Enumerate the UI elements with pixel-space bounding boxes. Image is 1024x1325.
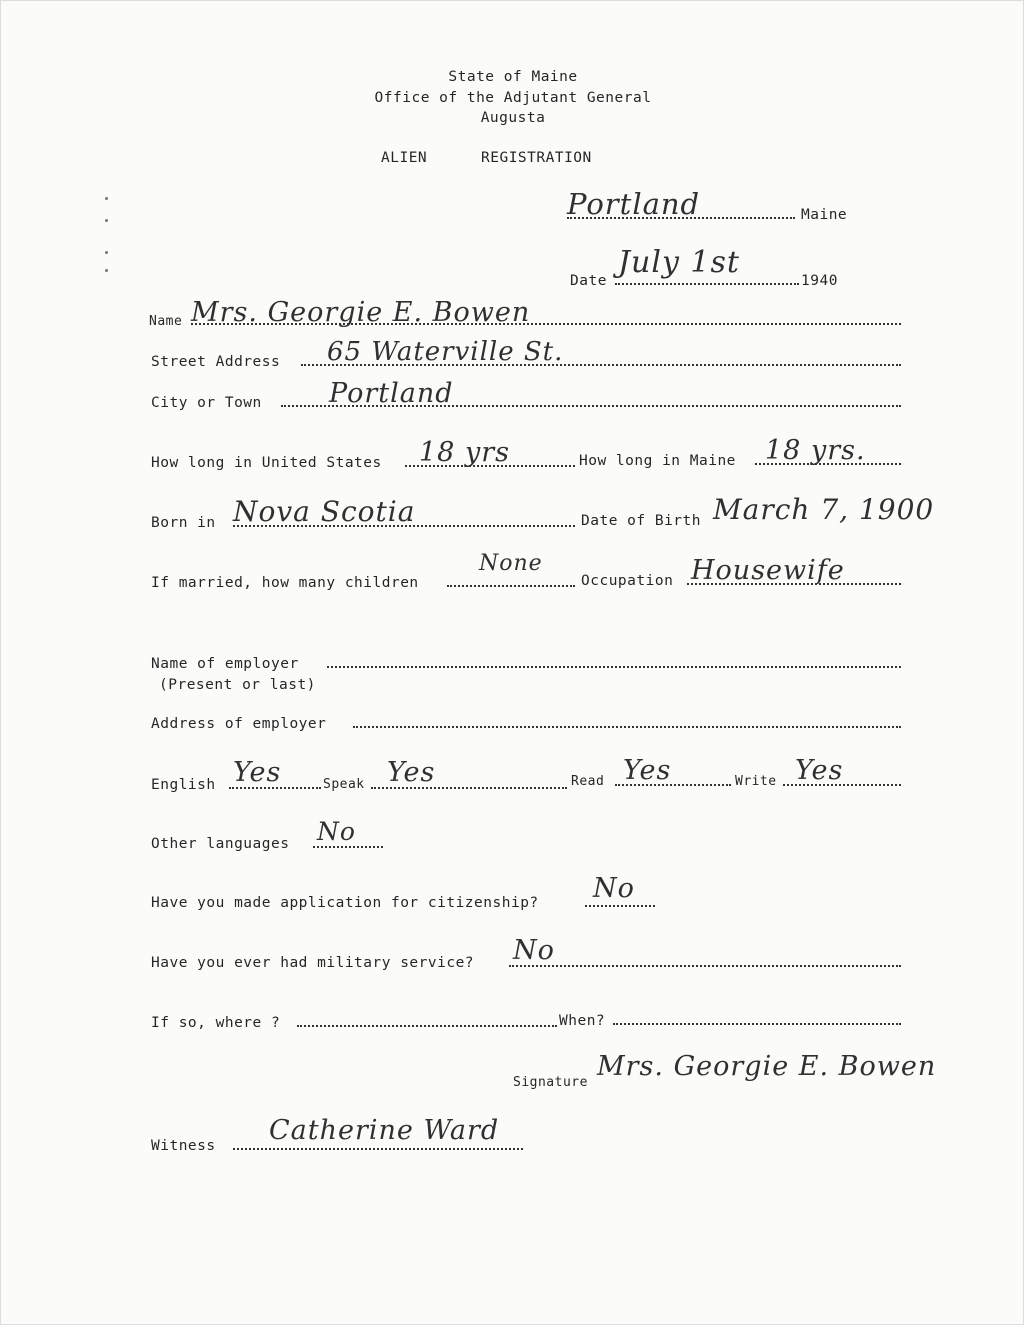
signature-value: Mrs. Georgie E. Bowen [597, 1051, 937, 1082]
city-value: Portland [329, 378, 454, 409]
city-label: City or Town [151, 395, 262, 411]
place-suffix: Maine [801, 207, 848, 223]
other-languages-dotted-line [313, 846, 383, 848]
maine-years-value: 18 yrs. [765, 435, 866, 466]
name-dotted-line [191, 323, 901, 325]
birth-date-value: March 7, 1900 [713, 493, 935, 526]
speak-value: Yes [387, 757, 436, 788]
street-value: 65 Waterville St. [327, 337, 564, 367]
citizenship-dotted-line [585, 905, 655, 907]
when-dotted-line [613, 1023, 901, 1025]
signature-label: Signature [513, 1075, 588, 1090]
place-dotted-line [567, 217, 795, 219]
us-years-label: How long in United States [151, 455, 382, 471]
date-value: July 1st [618, 245, 740, 280]
header-office: Office of the Adjutant General [374, 90, 652, 106]
military-value: No [513, 935, 555, 966]
birth-date-label: Date of Birth [581, 513, 701, 529]
witness-value: Catherine Ward [269, 1115, 500, 1146]
where-dotted-line [297, 1025, 557, 1027]
margin-speck [105, 269, 108, 272]
english-dotted-line [229, 787, 321, 789]
speak-label: Speak [323, 777, 365, 792]
when-label: When? [559, 1013, 606, 1029]
citizenship-value: No [593, 873, 635, 904]
citizenship-label: Have you made application for citizenship? [151, 895, 539, 911]
occupation-value: Housewife [691, 555, 845, 586]
street-label: Street Address [151, 354, 281, 370]
street-dotted-line [301, 364, 901, 366]
read-value: Yes [623, 755, 672, 786]
maine-years-label: How long in Maine [579, 453, 736, 469]
english-label: English [151, 777, 216, 793]
write-dotted-line [783, 784, 901, 786]
maine-years-dotted-line [755, 463, 901, 465]
write-label: Write [735, 774, 777, 789]
military-label: Have you ever had military service? [151, 955, 475, 971]
read-dotted-line [615, 784, 731, 786]
margin-speck [105, 219, 108, 222]
other-languages-value: No [317, 817, 356, 846]
born-dotted-line [233, 525, 575, 527]
speak-dotted-line [371, 787, 567, 789]
witness-label: Witness [151, 1138, 216, 1154]
born-value: Nova Scotia [233, 495, 416, 528]
read-label: Read [571, 774, 605, 789]
employer-name-sublabel: (Present or last) [159, 677, 316, 693]
children-dotted-line [447, 585, 575, 587]
place-value: Portland [567, 187, 701, 221]
margin-speck [105, 197, 108, 200]
occupation-dotted-line [687, 583, 901, 585]
header-city: Augusta [480, 110, 546, 126]
date-dotted-line [615, 283, 799, 285]
children-label: If married, how many children [151, 575, 419, 591]
name-label: Name [149, 314, 183, 329]
date-year: 1940 [801, 273, 838, 289]
military-dotted-line [509, 965, 901, 967]
employer-address-label: Address of employer [151, 716, 327, 732]
city-dotted-line [281, 405, 901, 407]
header-alien: ALIEN [381, 150, 428, 166]
write-value: Yes [795, 755, 844, 786]
english-value: Yes [233, 757, 282, 788]
employer-name-dotted-line [327, 666, 901, 668]
us-years-dotted-line [405, 465, 575, 467]
other-languages-label: Other languages [151, 836, 290, 852]
children-value: None [479, 551, 543, 576]
margin-speck [105, 251, 108, 254]
witness-dotted-line [233, 1148, 523, 1150]
occupation-label: Occupation [581, 573, 674, 589]
employer-name-label: Name of employer [151, 656, 299, 672]
employer-address-dotted-line [353, 726, 901, 728]
us-years-value: 18 yrs [419, 437, 510, 468]
date-label: Date [570, 273, 607, 289]
name-value: Mrs. Georgie E. Bowen [191, 297, 531, 328]
header-registration: REGISTRATION [481, 150, 592, 166]
header-state: State of Maine [448, 69, 578, 85]
where-label: If so, where ? [151, 1015, 281, 1031]
born-label: Born in [151, 515, 216, 531]
